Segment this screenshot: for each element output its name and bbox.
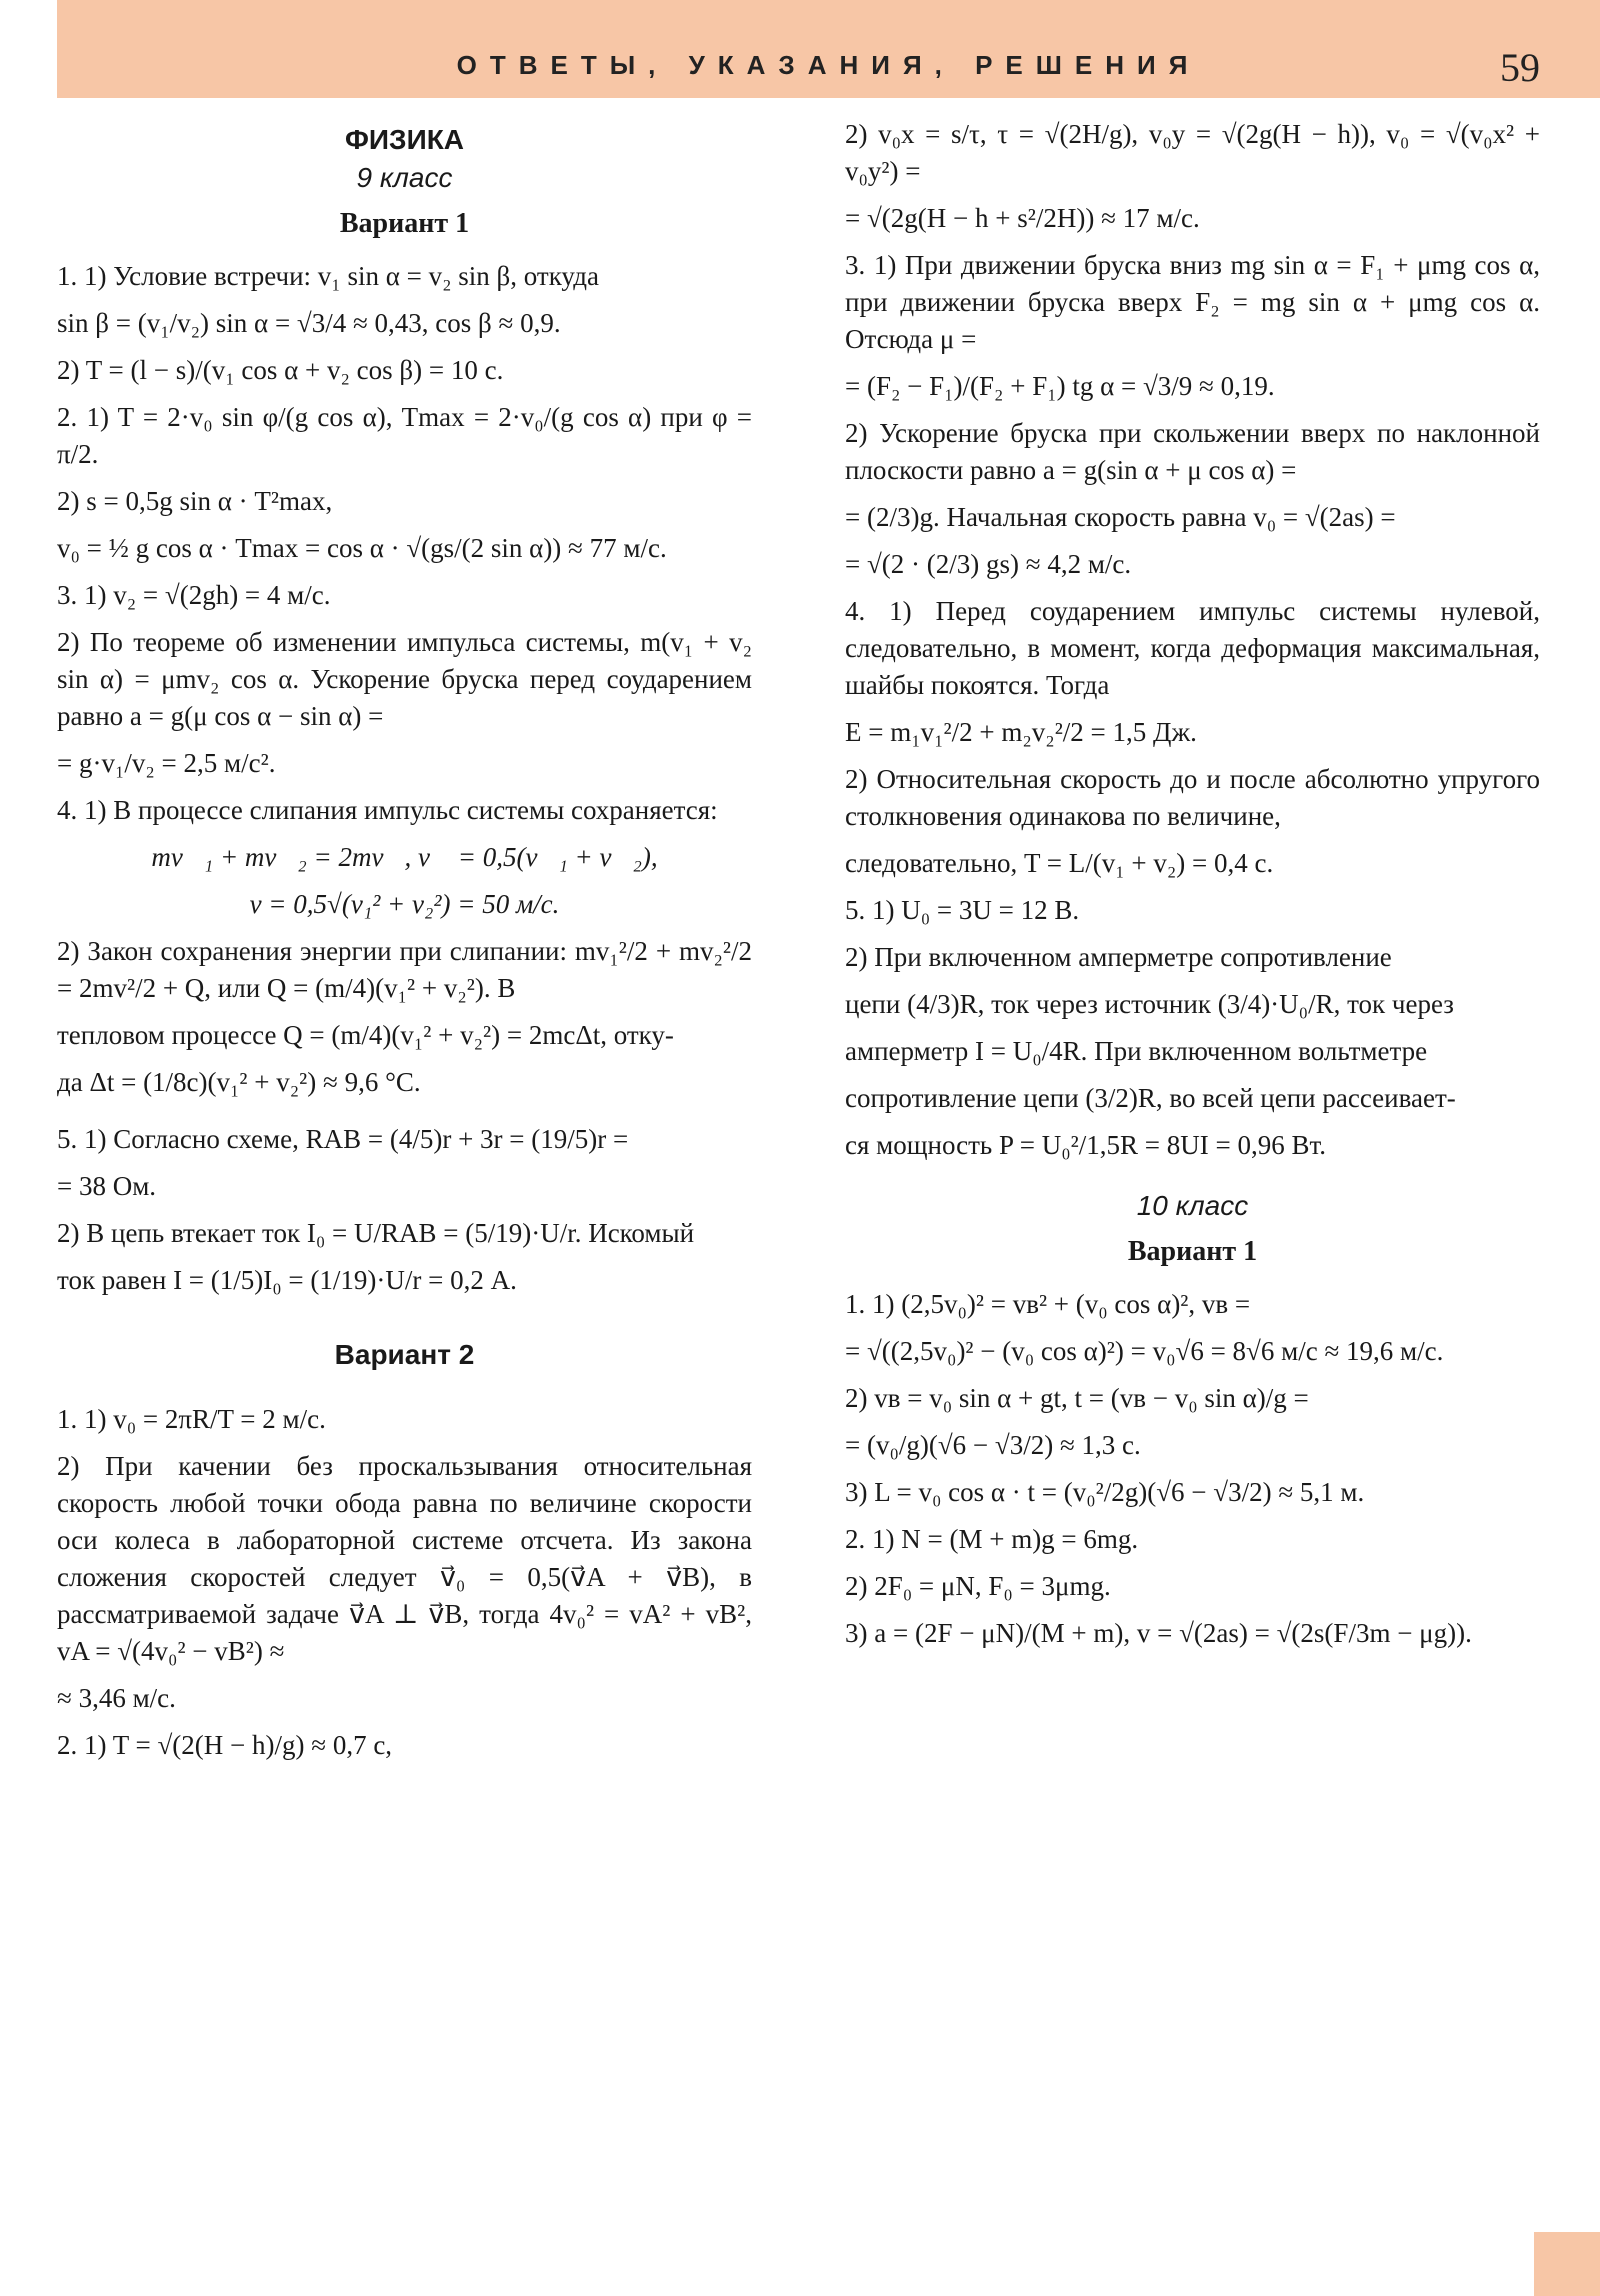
answer-line: 2) Закон сохранения энергии при слипании: mv₁²/2 + mv₂²/2 = 2mv²/2 + Q, или Q = (m/4)(v₁² + v₂²). В <box>57 936 752 1003</box>
answer-line: тепловом процессе Q = (m/4)(v₁² + v₂²) = 2mcΔt, отку- <box>57 1020 674 1050</box>
answer-line: 3. 1) v₂ = √(2gh) = 4 м/с. <box>57 580 331 610</box>
answer-line: = (v₀/g)(√6 − √3/2) ≈ 1,3 с. <box>845 1430 1141 1460</box>
answer-line: 2) Ускорение бруска при скольжении вверх по наклонной плоскости равно a = g(sin α + μ cos α) = <box>845 418 1540 485</box>
variant-heading: Вариант 1 <box>339 208 470 239</box>
answer-line: = g·v₁/v₂ = 2,5 м/с². <box>57 748 276 778</box>
answer-line: 5. 1) U₀ = 3U = 12 В. <box>845 895 1080 925</box>
answer-line: сопротивление цепи (3/2)R, во всей цепи рассеивает- <box>845 1083 1456 1113</box>
answer-line: 2) По теореме об изменении импульса системы, m(v₁ + v₂ sin α) = μmv₂ cos α. Ускорение бруска перед соударением равно a = g(μ cos α − sin α) = <box>57 627 752 731</box>
corner-tab <box>1534 2232 1600 2296</box>
grade-heading: 9 класс <box>356 162 453 193</box>
answer-line: ся мощность P = U₀²/1,5R = 8UI = 0,96 Вт. <box>845 1130 1326 1160</box>
answer-line: 1. 1) v₀ = 2πR/T = 2 м/с. <box>57 1404 326 1434</box>
formula-line: mv⃗₁ + mv⃗₂ = 2mv⃗, v⃗ = 0,5(v⃗₁ + v⃗₂), <box>151 842 658 872</box>
answer-line: E = m₁v₁²/2 + m₂v₂²/2 = 1,5 Дж. <box>845 717 1197 747</box>
page-number: 59 <box>1500 45 1540 90</box>
answer-line: = √(2 · (2/3) gs) ≈ 4,2 м/с. <box>845 549 1132 579</box>
answer-line: цепи (4/3)R, ток через источник (3/4)·U₀/R, ток через <box>845 989 1454 1019</box>
answer-line: 2) Относительная скорость до и после абсолютно упругого столкновения одинакова по величине, <box>845 764 1540 831</box>
answer-line: следовательно, T = L/(v₁ + v₂) = 0,4 с. <box>845 848 1274 878</box>
answer-line: ток равен I = (1/5)I₀ = (1/19)·U/r = 0,2 А. <box>57 1265 517 1295</box>
subject-heading: ФИЗИКА <box>345 124 464 155</box>
answer-line: 2) T = (l − s)/(v₁ cos α + v₂ cos β) = 10 с. <box>57 355 504 385</box>
answer-line: 2) 2F₀ = μN, F₀ = 3μmg. <box>845 1571 1111 1601</box>
answer-line: 5. 1) Согласно схеме, RAB = (4/5)r + 3r = (19/5)r = <box>57 1124 629 1154</box>
answer-line: 2) vв = v₀ sin α + gt, t = (vв − v₀ sin α)/g = <box>845 1383 1309 1413</box>
answer-line: ≈ 3,46 м/с. <box>57 1683 176 1713</box>
answer-line: 2) v₀x = s/τ, τ = √(2H/g), v₀y = √(2g(H − h)), v₀ = √(v₀x² + v₀y²) = <box>845 119 1540 186</box>
answer-line: 2) При включенном амперметре сопротивление <box>845 942 1392 972</box>
answer-line: 2) При качении без проскальзывания относительная скорость любой точки обода равна по величине скорости оси колеса в лабораторной системе отсчета. Из закона сложения скоростей следует v⃗₀ = 0,5(v⃗A + v⃗B), в рассматриваемой задаче v⃗A ⊥ v⃗B, тогда 4v₀² = vA² + vB², vA = √(4v₀² − vB²) ≈ <box>57 1451 752 1666</box>
answer-line: = √((2,5v₀)² − (v₀ cos α)²) = v₀√6 = 8√6 м/с ≈ 19,6 м/с. <box>845 1336 1444 1366</box>
answer-line: 2) s = 0,5g sin α · T²max, <box>57 486 333 516</box>
answer-line: 1. 1) (2,5v₀)² = vв² + (v₀ cos α)², vв = <box>845 1289 1251 1319</box>
answer-line: амперметр I = U₀/4R. При включенном вольтметре <box>845 1036 1428 1066</box>
variant-heading: Вариант 2 <box>334 1339 475 1370</box>
answer-line: sin β = (v₁/v₂) sin α = √3/4 ≈ 0,43, cos β ≈ 0,9. <box>57 308 561 338</box>
answer-line: 1. 1) Условие встречи: v₁ sin α = v₂ sin β, откуда <box>57 261 599 291</box>
answer-line: 3. 1) При движении бруска вниз mg sin α = F₁ + μmg cos α, при движении бруска вверх F₂ = mg sin α + μmg cos α. Отсюда μ = <box>845 250 1540 354</box>
answer-line: 2. 1) T = √(2(H − h)/g) ≈ 0,7 с, <box>57 1730 393 1760</box>
answer-line: 4. 1) В процессе слипания импульс системы сохраняется: <box>57 795 718 825</box>
answer-line: = √(2g(H − h + s²/2H)) ≈ 17 м/с. <box>845 203 1200 233</box>
running-head: ОТВЕТЫ, УКАЗАНИЯ, РЕШЕНИЯ <box>456 50 1201 80</box>
page-header-band <box>57 0 1600 98</box>
answer-line: 2) В цепь втекает ток I₀ = U/RAB = (5/19)·U/r. Искомый <box>57 1218 695 1248</box>
left-column <box>57 116 752 1774</box>
answer-line: v₀ = ½ g cos α · Tmax = cos α · √(gs/(2 sin α)) ≈ 77 м/с. <box>57 533 667 563</box>
answer-line: 3) L = v₀ cos α · t = (v₀²/2g)(√6 − √3/2) ≈ 5,1 м. <box>845 1477 1365 1507</box>
formula-line: v = 0,5√(v₁² + v₂²) = 50 м/с. <box>249 889 560 919</box>
answer-line: 3) a = (2F − μN)/(M + m), v = √(2as) = √(2s(F/3m − μg)). <box>845 1618 1472 1648</box>
answer-line: = (2/3)g. Начальная скорость равна v₀ = √(2as) = <box>845 502 1396 532</box>
answer-line: 2. 1) T = 2·v₀ sin φ/(g cos α), Tmax = 2·v₀/(g cos α) при φ = π/2. <box>57 402 752 469</box>
variant-heading: Вариант 1 <box>1127 1236 1258 1267</box>
grade-heading: 10 класс <box>1136 1190 1249 1221</box>
answer-line: 2. 1) N = (M + m)g = 6mg. <box>845 1524 1139 1554</box>
answer-line: = (F₂ − F₁)/(F₂ + F₁) tg α = √3/9 ≈ 0,19. <box>845 371 1275 401</box>
answer-line: = 38 Ом. <box>57 1171 157 1201</box>
answer-line: да Δt = (1/8c)(v₁² + v₂²) ≈ 9,6 °С. <box>57 1067 421 1097</box>
right-column <box>845 116 1540 1662</box>
answer-line: 4. 1) Перед соударением импульс системы нулевой, следовательно, в момент, когда деформация максимальная, шайбы покоятся. Тогда <box>845 596 1540 700</box>
